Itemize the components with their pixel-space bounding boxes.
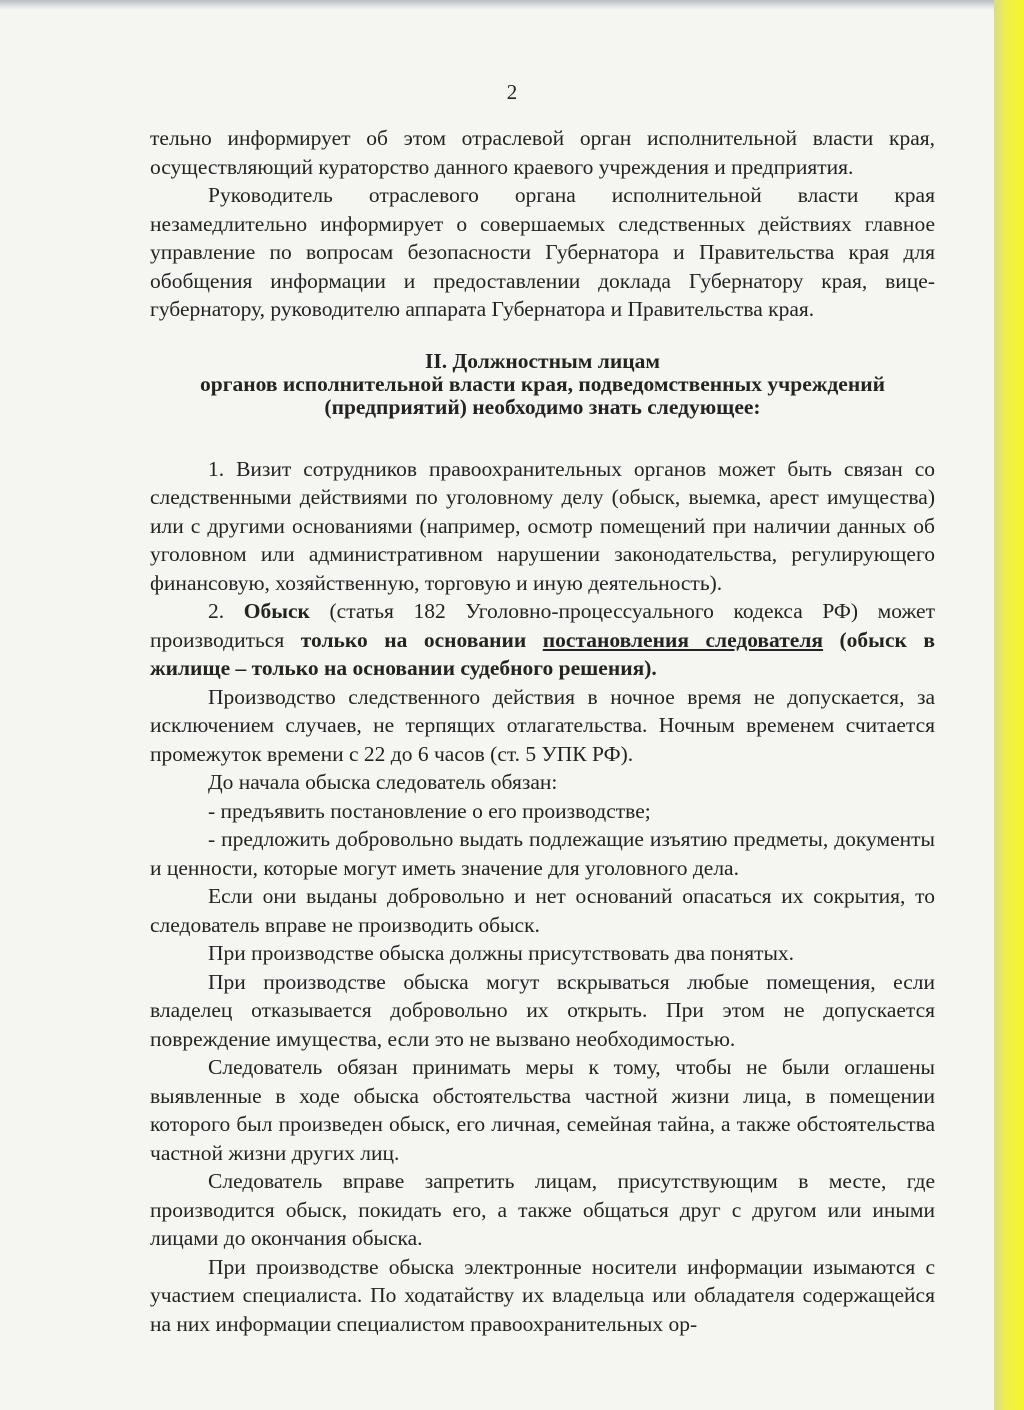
voluntary-paragraph: Если они выданы добровольно и нет оснований опасаться их сокрытия, то следователь вправе не производить обыск. — [150, 884, 935, 937]
scan-top-edge — [0, 0, 1000, 10]
dash-item-1: - предъявить постановление о его производстве; — [208, 798, 651, 823]
item-1-paragraph: 1. Визит сотрудников правоохранительных органов может быть связан со следственными действиями по уголовному делу (обыск, выемка, арест имущества) или с другими основаниями (например, осмотр помещений при наличии данных об уголовном или административном нарушении законодательства, регулирующего финансовую, хозяйственную, торговую и иную деятельность). — [150, 456, 935, 595]
item-2-bold-2: (обыск в жилище – только на основании судебного решения). — [150, 627, 935, 680]
electronic-media-paragraph: При производстве обыска электронные носители информации изымаются с участием специалиста. По ходатайству их владельца или обладателя содержащейся на них информации специалистом правоохранительных ор- — [150, 1254, 935, 1336]
before-search-paragraph: До начала обыска следователь обязан: — [208, 770, 558, 794]
privacy-paragraph: Следователь обязан принимать меры к тому, чтобы не были оглашены выявленные в ходе обыска обстоятельства частной жизни лица, в помещении которого был произведен обыск, его личная, семейная тайна, а также обстоятельства частной жизни других лиц. — [150, 1055, 935, 1165]
item-2-term: Обыск — [243, 599, 310, 623]
section-heading-line-1: II. Должностным лицам — [424, 348, 661, 373]
item-2-reference: (статья 182 Уголовно-процессуального кодекса РФ) может производиться — [150, 599, 935, 652]
night-time-paragraph: Производство следственного действия в ночное время не допускается, за исключением случаев, не терпящих отлагательства. Ночным временем считается промежуток времени с 22 до 6 часов (ст. 5 УПК РФ). — [150, 684, 935, 766]
prohibit-paragraph: Следователь вправе запретить лицам, присутствующим в месте, где производится обыск, покидать его, а также общаться друг с другом или иными лицами до окончания обыска. — [150, 1169, 935, 1250]
item-2-underlined: постановления следователя — [542, 627, 824, 652]
witnesses-paragraph: При производстве обыска должны присутствовать два понятых. — [208, 941, 795, 965]
item-2-paragraph — [150, 597, 935, 683]
item-2-bold-1: только на основании — [300, 627, 543, 652]
dash-item-2: - предложить добровольно выдать подлежащие изъятию предметы, документы и ценности, которые могут иметь значение для уголовного дела. — [150, 827, 935, 880]
scan-right-edge — [994, 0, 1024, 1410]
item-2-number: 2. — [208, 599, 225, 623]
document-body — [150, 124, 935, 1338]
intro-paragraph-1: тельно информирует об этом отраслевой орган исполнительной власти края, осуществляющий кураторство данного краевого учреждения и предприятия. — [150, 126, 935, 179]
page-number: 2 — [506, 80, 518, 104]
intro-paragraph-2: Руководитель отраслевого органа исполнительной власти края незамедлительно информирует о совершаемых следственных действиях главное управление по вопросам безопасности Губернатора и Правительства края для обобщения информации и предоставлении доклада Губернатору края, вице-губернатору, руководителю аппарата Губернатора и Правительства края. — [150, 183, 935, 321]
section-heading — [150, 350, 935, 419]
section-heading-line-2: органов исполнительной власти края, подведомственных учреждений — [200, 371, 885, 396]
section-heading-line-3: (предприятий) необходимо знать следующее: — [324, 394, 761, 419]
premises-paragraph: При производстве обыска могут вскрываться любые помещения, если владелец отказывается добровольно их открыть. При этом не допускается повреждение имущества, если это не вызвано необходимостью. — [150, 969, 935, 1051]
